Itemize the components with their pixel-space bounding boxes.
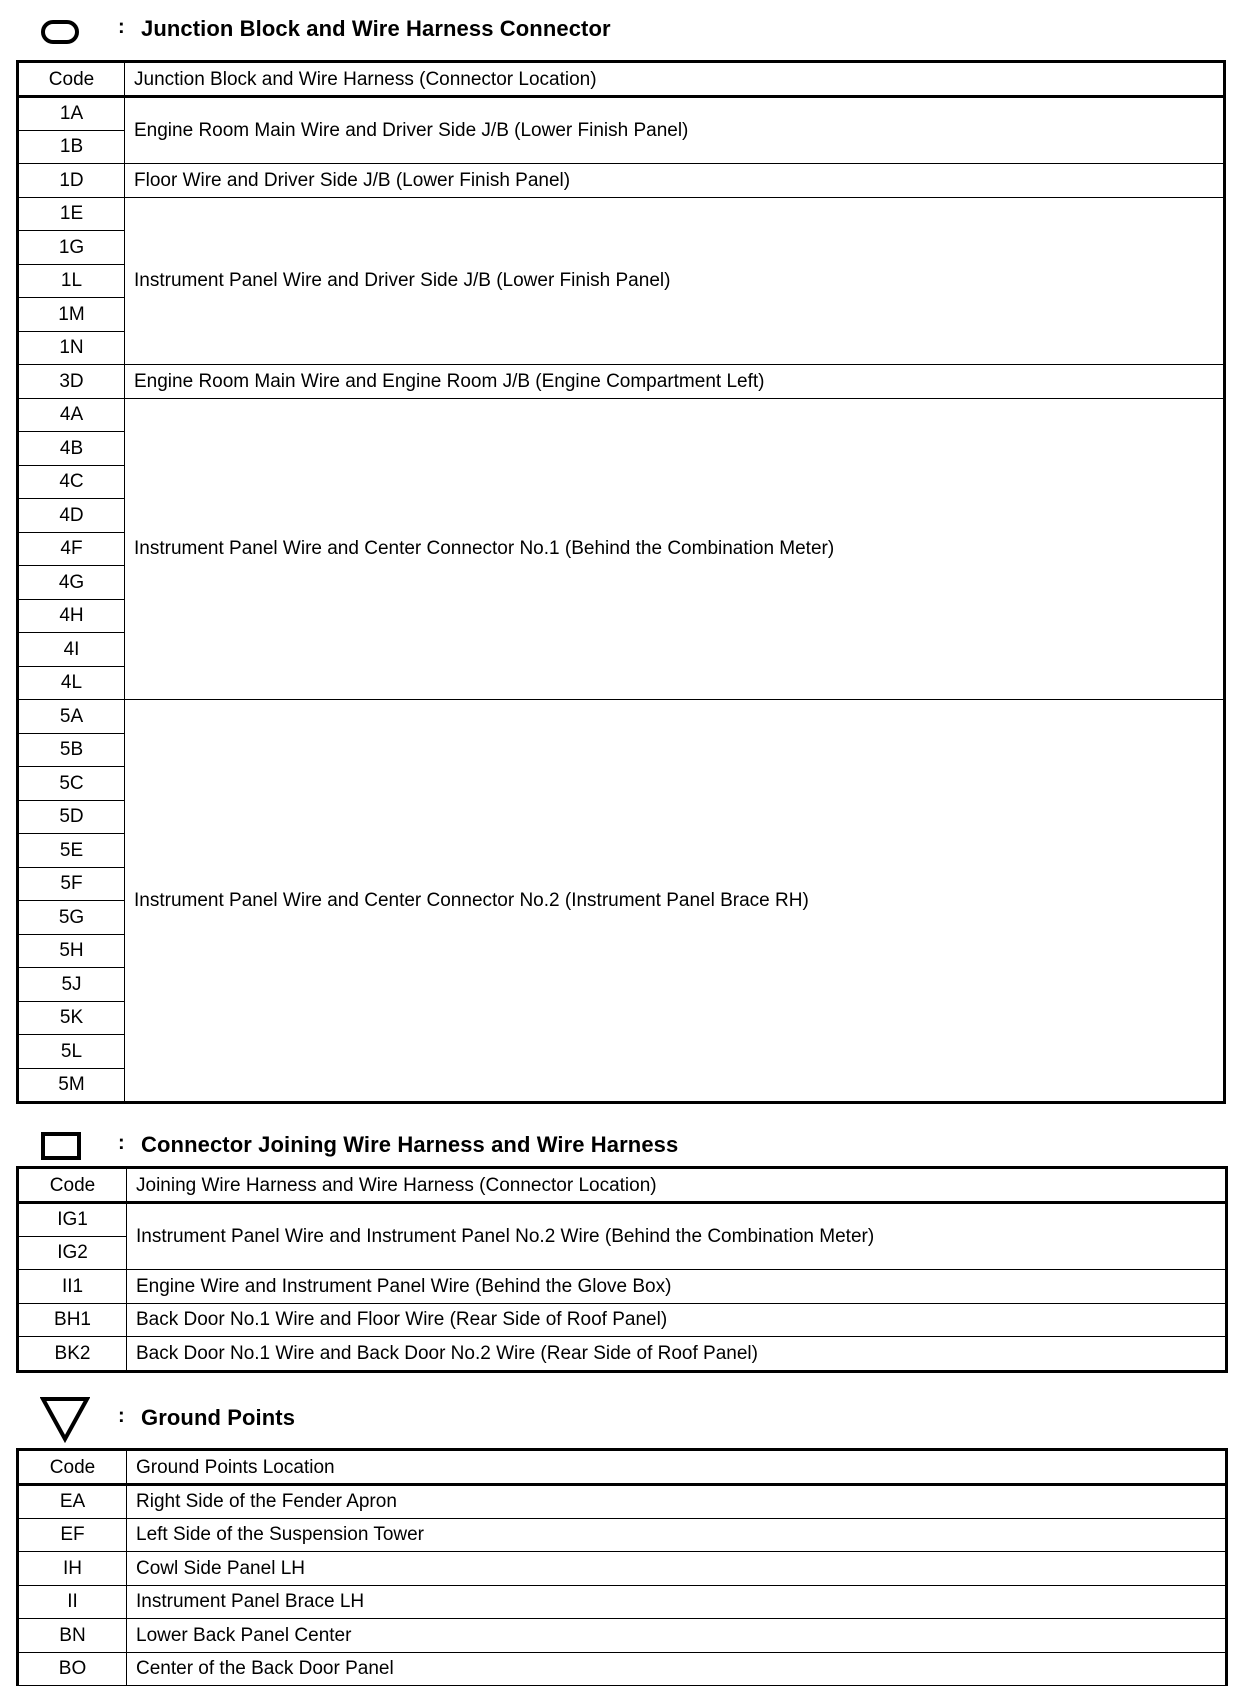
code-cell: 4C — [19, 465, 125, 499]
location-cell: Cowl Side Panel LH — [127, 1552, 1226, 1586]
location-cell: Instrument Panel Wire and Center Connector No.2 (Instrument Panel Brace RH) — [125, 700, 1224, 1102]
location-cell: Back Door No.1 Wire and Back Door No.2 Wire (Rear Side of Roof Panel) — [127, 1337, 1226, 1371]
code-cell: IG2 — [19, 1236, 127, 1270]
junction-block-section-heading — [0, 6, 1248, 46]
table-row — [19, 700, 1224, 734]
table-header-row — [19, 1169, 1226, 1203]
connector-section-heading — [0, 1122, 1248, 1162]
location-cell: Left Side of the Suspension Tower — [127, 1518, 1226, 1552]
table-row — [19, 398, 1224, 432]
table-row — [19, 1619, 1226, 1653]
table-header-row — [19, 63, 1224, 97]
heading-colon: : — [118, 1132, 125, 1154]
code-cell: 4I — [19, 633, 125, 667]
code-cell: 4A — [19, 398, 125, 432]
table-row — [19, 164, 1224, 198]
table-header-row — [19, 1451, 1226, 1485]
heading-colon: : — [118, 16, 125, 38]
header-code: Code — [19, 63, 125, 97]
code-cell: 4G — [19, 566, 125, 600]
code-cell: 5J — [19, 968, 125, 1002]
table-row — [19, 1485, 1226, 1519]
table-row — [19, 1203, 1226, 1237]
code-cell: BH1 — [19, 1303, 127, 1337]
code-cell: 5M — [19, 1068, 125, 1102]
code-cell: 1D — [19, 164, 125, 198]
code-cell: 1N — [19, 331, 125, 365]
code-cell: II1 — [19, 1270, 127, 1304]
table-row — [19, 1585, 1226, 1619]
location-cell: Instrument Panel Brace LH — [127, 1585, 1226, 1619]
code-cell: 5A — [19, 700, 125, 734]
square-icon — [41, 1132, 81, 1160]
code-cell: 1G — [19, 231, 125, 265]
location-cell: Back Door No.1 Wire and Floor Wire (Rear Side of Roof Panel) — [127, 1303, 1226, 1337]
table-row — [19, 365, 1224, 399]
location-cell: Engine Room Main Wire and Driver Side J/B (Lower Finish Panel) — [125, 97, 1224, 164]
code-cell: II — [19, 1585, 127, 1619]
code-cell: EA — [19, 1485, 127, 1519]
heading-colon: : — [118, 1405, 125, 1427]
header-code: Code — [19, 1169, 127, 1203]
location-cell: Instrument Panel Wire and Instrument Panel No.2 Wire (Behind the Combination Meter) — [127, 1203, 1226, 1270]
junction-block-title: Junction Block and Wire Harness Connector — [141, 16, 611, 41]
code-cell: BK2 — [19, 1337, 127, 1371]
header-location: Junction Block and Wire Harness (Connector Location) — [125, 63, 1224, 97]
code-cell: 5C — [19, 767, 125, 801]
table-row — [19, 1303, 1226, 1337]
code-cell: 3D — [19, 365, 125, 399]
junction-block-table — [18, 62, 1224, 1102]
triangle-icon — [40, 1395, 90, 1443]
location-cell: Engine Wire and Instrument Panel Wire (Behind the Glove Box) — [127, 1270, 1226, 1304]
code-cell: 1M — [19, 298, 125, 332]
code-cell: BO — [19, 1652, 127, 1686]
oval-icon — [41, 20, 79, 44]
code-cell: 5H — [19, 934, 125, 968]
code-cell: 1L — [19, 264, 125, 298]
code-cell: 5E — [19, 834, 125, 868]
location-cell: Lower Back Panel Center — [127, 1619, 1226, 1653]
header-location: Ground Points Location — [127, 1451, 1226, 1485]
code-cell: 1E — [19, 197, 125, 231]
code-cell: 5B — [19, 733, 125, 767]
table-row — [19, 197, 1224, 231]
code-cell: 1A — [19, 97, 125, 131]
code-cell: 4F — [19, 532, 125, 566]
table-row — [19, 97, 1224, 131]
code-cell: 4B — [19, 432, 125, 466]
code-cell: 1B — [19, 130, 125, 164]
code-cell: 4H — [19, 599, 125, 633]
header-code: Code — [19, 1451, 127, 1485]
code-cell: 5G — [19, 901, 125, 935]
code-cell: EF — [19, 1518, 127, 1552]
connector-title: Connector Joining Wire Harness and Wire Harness — [141, 1132, 679, 1157]
location-cell: Instrument Panel Wire and Driver Side J/B (Lower Finish Panel) — [125, 197, 1224, 365]
location-cell: Engine Room Main Wire and Engine Room J/B (Engine Compartment Left) — [125, 365, 1224, 399]
location-cell: Floor Wire and Driver Side J/B (Lower Finish Panel) — [125, 164, 1224, 198]
code-cell: 5D — [19, 800, 125, 834]
code-cell: 4D — [19, 499, 125, 533]
header-location: Joining Wire Harness and Wire Harness (Connector Location) — [127, 1169, 1226, 1203]
table-row — [19, 1518, 1226, 1552]
code-cell: IG1 — [19, 1203, 127, 1237]
code-cell: IH — [19, 1552, 127, 1586]
ground-points-table — [18, 1450, 1226, 1686]
connector-table — [18, 1168, 1226, 1371]
code-cell: BN — [19, 1619, 127, 1653]
code-cell: 4L — [19, 666, 125, 700]
table-row — [19, 1552, 1226, 1586]
table-row — [19, 1652, 1226, 1686]
ground-title: Ground Points — [141, 1405, 296, 1430]
location-cell: Center of the Back Door Panel — [127, 1652, 1226, 1686]
location-cell: Right Side of the Fender Apron — [127, 1485, 1226, 1519]
ground-section-heading — [0, 1395, 1248, 1435]
code-cell: 5K — [19, 1001, 125, 1035]
table-row — [19, 1337, 1226, 1371]
location-cell: Instrument Panel Wire and Center Connector No.1 (Behind the Combination Meter) — [125, 398, 1224, 700]
code-cell: 5F — [19, 867, 125, 901]
code-cell: 5L — [19, 1035, 125, 1069]
table-row — [19, 1270, 1226, 1304]
